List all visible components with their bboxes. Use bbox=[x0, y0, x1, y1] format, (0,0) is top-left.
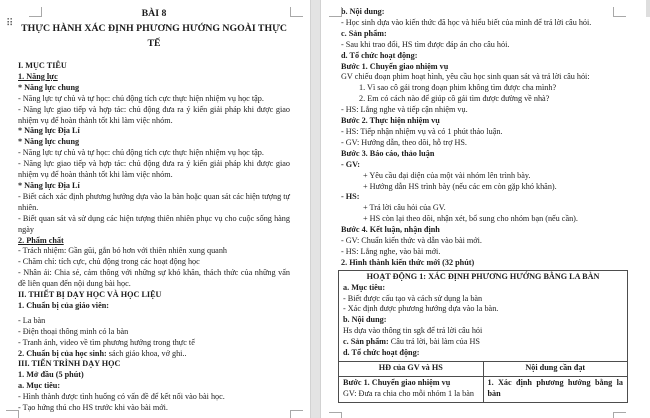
paragraph: - Hình thành được tình huống có vấn đề để kết nối vào bài học. bbox=[18, 392, 225, 402]
paragraph: - Tranh ảnh, video về tìm phương hướng trong thực tế bbox=[18, 337, 195, 347]
paragraph: - HS: Lắng nghe và tiếp cận nhiệm vụ. bbox=[341, 105, 468, 115]
paragraph: d. Tổ chức hoạt động: bbox=[341, 50, 418, 60]
table-cell-content bbox=[483, 376, 628, 402]
paragraph: c. Sản phẩm: bbox=[341, 28, 387, 38]
paragraph: 1. Mở đầu (5 phút) bbox=[18, 370, 84, 380]
paragraph: + Hướng dẫn HS trình bày (nếu các em còn gặp khó khăn). bbox=[363, 181, 557, 191]
paragraph: - Sau khi trao đổi, HS tìm được đáp án cho câu hỏi. bbox=[341, 39, 510, 49]
paragraph: Bước 2. Thực hiện nhiệm vụ bbox=[341, 116, 440, 126]
paragraph: - HS: bbox=[341, 192, 360, 202]
paragraph: Bước 3. Báo cáo, thảo luận bbox=[341, 148, 435, 158]
paragraph: - GV: bbox=[341, 159, 361, 169]
table-row bbox=[339, 376, 628, 402]
paragraph: - Biết quan sát và sử dụng các hiện tượng thiên nhiên phục vụ cho cuộc sống hàng ngày bbox=[18, 213, 290, 234]
document-title bbox=[18, 6, 290, 51]
paragraph: - GV: Hướng dẫn, theo dõi, hỗ trợ HS. bbox=[341, 137, 467, 147]
title-line-1: BÀI 8 bbox=[141, 8, 167, 19]
scrollbar-thumb[interactable] bbox=[646, 0, 650, 17]
title-line-2: THỰC HÀNH XÁC ĐỊNH PHƯƠNG HƯỚNG NGOÀI THỰC TẾ bbox=[21, 23, 287, 49]
paragraph: - Biết được cấu tạo và cách sử dụng la bàn bbox=[343, 293, 483, 303]
left-page-body bbox=[18, 61, 290, 414]
page-left bbox=[0, 0, 310, 418]
paragraph: + Trả lời câu hỏi của GV. bbox=[363, 203, 446, 213]
paragraph: * Năng lực chung bbox=[18, 82, 80, 92]
paragraph: Hs dựa vào thông tin sgk để trả lời câu hỏi bbox=[343, 326, 483, 336]
paragraph: d. Tổ chức hoạt động: bbox=[343, 348, 420, 358]
paragraph: - Nhân ái: Chia sẻ, cảm thông với những sự khó khăn, thách thức của những vấn đề liên quan đến nội dung bài học. bbox=[18, 268, 290, 289]
paragraph: - Xác định được phương hướng dựa vào la bàn. bbox=[343, 304, 499, 314]
paragraph-lead: c. Sản phẩm: bbox=[343, 337, 389, 347]
paragraph: GV chiếu đoạn phim hoạt hình, yêu cầu học sinh quan sát và trả lời câu hỏi: bbox=[341, 72, 590, 82]
table-cell-activity bbox=[339, 376, 484, 402]
table-intro bbox=[343, 283, 623, 359]
table-column-header-gv-hs: HĐ của GV và HS bbox=[378, 363, 443, 372]
paragraph: a. Mục tiêu: bbox=[18, 381, 61, 391]
paragraph: - Học sinh dựa vào kiến thức đã học và hiểu biết của mình để trả lời câu hỏi. bbox=[341, 17, 592, 27]
right-page-body bbox=[341, 7, 613, 269]
paragraph: b. Nội dung: bbox=[341, 7, 385, 16]
paragraph: + Yêu cầu đại diện của một vài nhóm lên trình bày. bbox=[363, 170, 531, 180]
paragraph: 2. Em có cách nào để giúp cô gái tìm được đường về nhà? bbox=[359, 94, 550, 104]
paragraph: - Năng lực tự chủ và tự học: chủ động tích cực thực hiện nhiệm vụ học tập. bbox=[18, 148, 264, 158]
paragraph: - Điện thoại thông minh có la bàn bbox=[18, 326, 129, 336]
paragraph: 2. Hình thành kiến thức mới (32 phút) bbox=[341, 257, 475, 267]
table-caption: HOẠT ĐỘNG 1: XÁC ĐỊNH PHƯƠNG HƯỚNG BẰNG LA BÀN bbox=[366, 271, 600, 281]
paragraph: 2. Phẩm chất bbox=[18, 235, 64, 245]
paragraph: * Năng lực Địa Lí bbox=[18, 180, 80, 190]
paragraph: Bước 1. Chuyển giao nhiệm vụ bbox=[341, 61, 449, 71]
paragraph: - Tạo hứng thú cho HS trước khi vào bài mới. bbox=[18, 403, 168, 413]
paragraph: - HS: Tiếp nhận nhiệm vụ và có 1 phút thảo luận. bbox=[341, 126, 503, 136]
activity-table bbox=[338, 270, 628, 403]
paragraph: + HS còn lại theo dõi, nhận xét, bổ sung cho nhóm bạn (nếu cần). bbox=[363, 214, 578, 224]
left-page-content bbox=[18, 6, 290, 414]
paragraph: a. Mục tiêu: bbox=[343, 282, 386, 292]
paragraph: b. Nội dung: bbox=[343, 315, 387, 325]
table-column-header-noi-dung: Nội dung cần đạt bbox=[525, 363, 586, 372]
paragraph: - Chăm chỉ: tích cực, chủ động trong các hoạt động học bbox=[18, 257, 200, 267]
paragraph: Bước 1. Chuyển giao nhiệm vụ bbox=[343, 377, 451, 387]
paragraph: I. MỤC TIÊU bbox=[18, 61, 67, 70]
paragraph: * Năng lực Địa Lí bbox=[18, 126, 80, 136]
paragraph: - Năng lực giao tiếp và hợp tác: chủ động đưa ra ý kiến giải pháp khi được giao nhiệm vụ để hoàn thành tốt khi làm việc nhóm. bbox=[18, 104, 290, 125]
paragraph: 1. Vì sao cô gái trong đoạn phim không tìm được cha mình? bbox=[359, 83, 557, 93]
paragraph: 1. Chuẩn bị của giáo viên: bbox=[18, 300, 109, 310]
table-header-row bbox=[339, 362, 628, 377]
paragraph: - Biết cách xác định phương hướng dựa vào la bàn hoặc quan sát các hiện tượng tự nhiên. bbox=[18, 191, 290, 212]
paragraph: c. Sản phẩm: Câu trả lời, bài làm của HS bbox=[343, 337, 480, 347]
paragraph: Bước 4. Kết luận, nhận định bbox=[341, 225, 440, 235]
paragraph: 2. Chuẩn bị của học sinh: sách giáo khoa, vở ghi.. bbox=[18, 348, 187, 358]
right-page-content bbox=[341, 7, 623, 403]
paragraph: 1. Xác định phương hướng bằng la bàn bbox=[487, 377, 623, 398]
paragraph: - HS: Lắng nghe, vào bài mới. bbox=[341, 246, 441, 256]
table-caption-row bbox=[339, 270, 628, 361]
paragraph: * Năng lực chung bbox=[18, 137, 80, 147]
page-gap bbox=[310, 0, 321, 418]
drag-handle-icon[interactable]: ⠿ bbox=[6, 18, 14, 29]
paragraph: III. TIẾN TRÌNH DẠY HỌC bbox=[18, 359, 121, 369]
paragraph: II. THIẾT BỊ DẠY HỌC VÀ HỌC LIỆU bbox=[18, 290, 162, 300]
paragraph: - GV: Chuẩn kiến thức và dẫn vào bài mới. bbox=[341, 236, 482, 246]
paragraph: - La bàn bbox=[18, 315, 46, 325]
paragraph: - Trách nhiệm: Gần gũi, gắn bó hơn với thiên nhiên xung quanh bbox=[18, 246, 228, 256]
paragraph: - Năng lực giao tiếp và hợp tác: chủ động đưa ra ý kiến giải pháp khi được giao nhiệm vụ để hoàn thành tốt khi làm việc nhóm. bbox=[18, 159, 290, 180]
paragraph: 1. Năng lực bbox=[18, 71, 58, 81]
paragraph: - Năng lực tự chủ và tự học: chủ động tích cực thực hiện nhiệm vụ học tập. bbox=[18, 93, 264, 103]
page-right bbox=[321, 0, 650, 418]
paragraph-lead: 2. Chuẩn bị của học sinh: bbox=[18, 348, 107, 358]
paragraph: GV: Đưa ra chia cho mỗi nhóm 1 la bàn bbox=[343, 388, 474, 398]
